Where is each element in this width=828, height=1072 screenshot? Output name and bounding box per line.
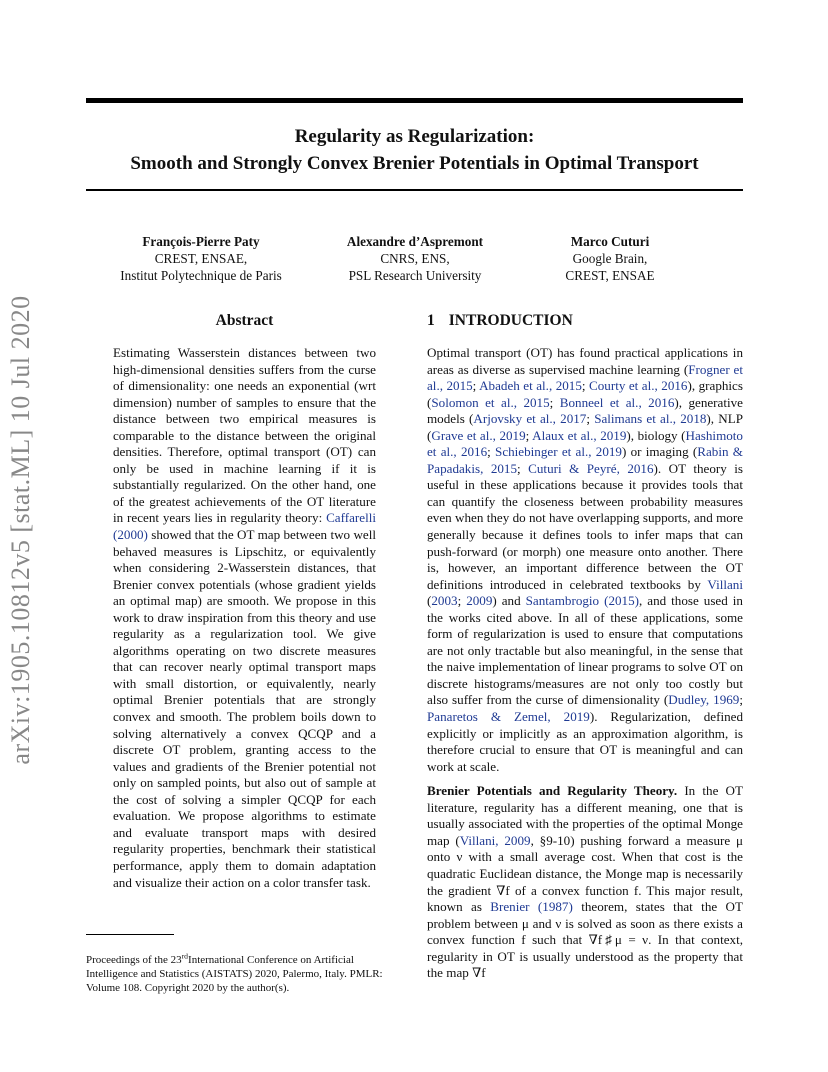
section-heading-introduction: [427, 312, 573, 330]
abstract-paragraph: [113, 345, 376, 891]
paragraph-text: ;: [487, 444, 496, 460]
paragraph-text: Optimal transport (OT) has found practical applications in areas as diverse as supervised machine learning (: [427, 345, 743, 377]
paragraph-text: , and those used in the works cited above. In all of these applications, some form of regularization is used to ensure that computations are not only tractable but also meaningful, in the sense that the naive implementation of linear programs to solve OT on discrete histograms/measures are not only too costly but also suffer from the curse of dimensionality (: [427, 593, 743, 708]
introduction-body: [427, 345, 743, 982]
citation-link[interactable]: Villani: [707, 576, 743, 592]
abstract-body: [113, 345, 376, 891]
abstract-text-2: showed that the OT map between two well behaved measures is Lipschitz, or equivalently when considering 2-Wasserstein distances, that Brenier convex potentials (whose gradient yields an optimal map) are smooth. We propose in this work to draw inspiration from this theory and use regularity as a regularization tool. We give algorithms operating on two discrete measures that can recover nearly optimal transport maps with small distortion, or equivalently, nearly optimal Brenier potentials that are strongly convex and smooth. The problem boils down to solving alternatively a convex QCQP and a discrete OT problem, granting access to the values and gradients of the Brenier potential not only on sampled points, but also out of sample at the cost of solving a simpler QCQP for each evaluation. We propose algorithms to estimate and evaluate transport maps with desired regularity properties, benchmark their statistical performance, apply them to domain adaptation and visualize their action on a color transfer task.: [113, 527, 376, 890]
citation-link[interactable]: Dudley, 1969: [668, 692, 740, 708]
citation-link[interactable]: Solomon et al., 2015: [431, 394, 550, 410]
author-block-1: [96, 233, 306, 284]
arxiv-id-text: arXiv:1905.10812v5 [stat.ML] 10 Jul 2020: [6, 295, 35, 765]
paragraph-text: ;: [549, 394, 560, 410]
abstract-heading: Abstract: [215, 312, 274, 329]
footnote: [86, 953, 406, 995]
paragraph-text: ;: [517, 460, 529, 476]
paper-title: [86, 123, 743, 177]
citation-link[interactable]: Santambrogio (2015): [525, 593, 639, 609]
citation-link[interactable]: Bonneel et al., 2016: [559, 394, 675, 410]
citation-link[interactable]: Panaretos & Zemel, 2019: [427, 709, 590, 725]
paragraph-text: (: [427, 593, 432, 609]
paragraph-text: ) or imaging (: [621, 444, 698, 460]
intro-paragraph-1: [427, 345, 743, 775]
author-block-3: [525, 233, 695, 284]
paragraph-text: theorem, states that the OT problem between μ and ν is solved as soon as there exists a convex function f such that ∇f♯μ = ν. In that context, regularity in OT is usually understood as the property that the map ∇f: [427, 899, 743, 981]
paragraph-text: ) and: [492, 593, 526, 609]
author-affiliation: CREST, ENSAE: [565, 268, 655, 283]
author-affiliation: Google Brain,: [572, 251, 648, 266]
author-affiliation: CREST, ENSAE,: [154, 251, 248, 266]
author-name: Alexandre d’Aspremont: [346, 234, 484, 249]
paragraph-text: , §9-10) pushing forward a measure μ onto ν with a small average cost. When that cost is the quadratic Euclidean distance, the Monge map is necessarily the gradient ∇f of a convex function f. This major result, known as: [427, 832, 743, 915]
citation-link[interactable]: Rabin & Papadakis, 2015: [427, 444, 743, 476]
paragraph-text: ), generative models (: [427, 394, 743, 427]
author-block-2: [310, 233, 520, 284]
citation-link[interactable]: 2009: [466, 593, 493, 609]
author-name: Marco Cuturi: [570, 234, 650, 249]
paragraph-text: ). Regularization, defined explicitly or implicitly as an approximation algorithm, is therefore crucial to ensure that OT is meaningful and can work at scale.: [427, 709, 743, 774]
citation-link[interactable]: Grave et al., 2019: [431, 427, 526, 443]
author-affiliation: Institut Polytechnique de Paris: [120, 268, 282, 283]
paragraph-text: ;: [457, 593, 467, 609]
footnote-superscript: rd: [181, 951, 189, 961]
paragraph-text: ). OT theory is useful in these applications because it provides tools that can quantify the closeness between probability measures even when they do not have overlapping supports, and more generally because it defines tools to infer maps that can push-forward (or morph) one measure onto another. There is, however, an important difference between the OT definitions introduced in celebrated textbooks by: [427, 460, 743, 592]
citation-link[interactable]: Brenier (1987): [490, 899, 573, 915]
author-affiliation: PSL Research University: [348, 268, 482, 283]
citation-link[interactable]: Abadeh et al., 2015: [479, 378, 582, 394]
title-line-2: Smooth and Strongly Convex Brenier Potentials in Optimal Transport: [130, 153, 699, 174]
citation-link[interactable]: Frogner et al., 2015: [427, 361, 743, 394]
footnote-text-pre: Proceedings of the 23: [86, 954, 182, 966]
paragraph-runin-heading: Brenier Potentials and Regularity Theory.: [427, 783, 678, 799]
intro-paragraph-2: [427, 783, 743, 982]
citation-link[interactable]: 2003: [431, 593, 458, 609]
citation-link[interactable]: Arjovsky et al., 2017: [473, 411, 587, 427]
paragraph-text: ;: [525, 427, 533, 443]
author-name: François-Pierre Paty: [142, 234, 260, 249]
paragraph-text: ;: [581, 378, 590, 394]
paragraph-text: In the OT literature, regularity has a different meaning, one that is usually associated with the properties of the optimal Monge map (: [427, 783, 743, 848]
citation-link[interactable]: Caffarelli (2000): [113, 510, 376, 543]
title-rule-bottom: [86, 189, 743, 191]
paragraph-text: ;: [739, 692, 743, 708]
citation-link[interactable]: Salimans et al., 2018: [594, 411, 707, 427]
citation-link[interactable]: Villani, 2009: [459, 832, 531, 848]
footnote-rule: [86, 934, 174, 935]
paragraph-text: ;: [472, 378, 480, 394]
title-line-1: Regularity as Regularization:: [294, 126, 535, 147]
citation-link[interactable]: Schiebinger et al., 2019: [495, 444, 622, 460]
citation-link[interactable]: Hashimoto et al., 2016: [427, 427, 743, 460]
section-number: 1: [427, 312, 435, 329]
paragraph-text: ), graphics (: [427, 378, 743, 410]
abstract-text-1: Estimating Wasserstein distances between two high-dimensional densities suffers from the curse of dimensionality: one needs an exponential (wrt dimension) number of samples to ensure that the distance between two empirical measures is comparable to the distance between the original densities. Therefore, optimal transport (OT) can only be used in machine learning if it is substantially regularized. On the other hand, one of the greatest achievements of the OT literature in recent years lies in regularity theory:: [113, 345, 376, 526]
citation-link[interactable]: Alaux et al., 2019: [532, 427, 627, 443]
section-title: INTRODUCTION: [448, 312, 573, 329]
paragraph-text: ), biology (: [626, 427, 686, 443]
citation-link[interactable]: Cuturi & Peyré, 2016: [528, 460, 654, 476]
paragraph-text: ), NLP (: [427, 411, 743, 443]
citation-link[interactable]: Courty et al., 2016: [589, 378, 688, 394]
paragraph-text: ;: [586, 411, 595, 427]
title-rule-top: [86, 98, 743, 103]
footnote-text-post: International Conference on Artificial Intelligence and Statistics (AISTATS) 2020, Palermo, Italy. PMLR: Volume 108. Copyright 2020 by the author(s).: [86, 954, 383, 994]
author-affiliation: CNRS, ENS,: [380, 251, 450, 266]
